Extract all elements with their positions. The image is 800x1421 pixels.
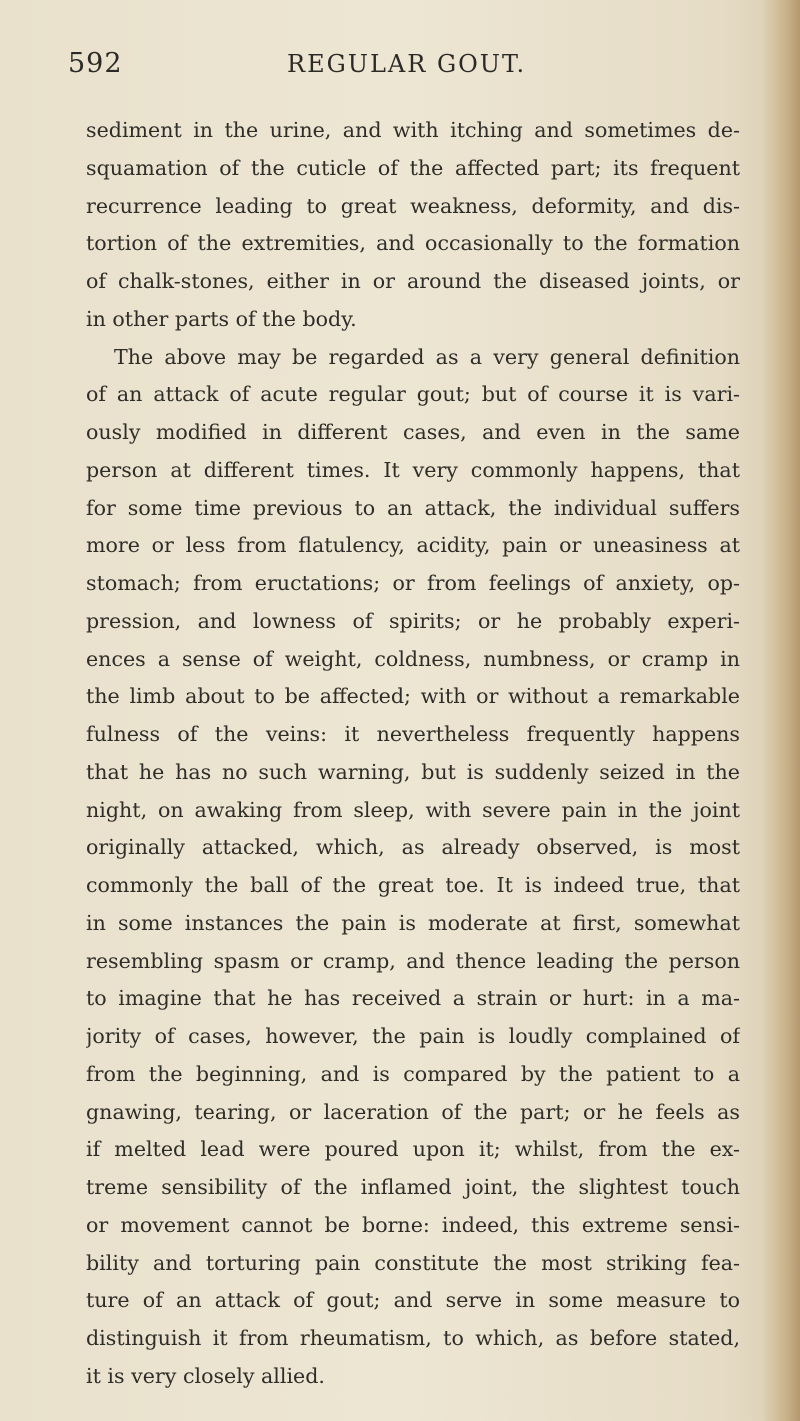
text-line: pression, and lowness of spirits; or he probably experi- — [86, 608, 740, 633]
page-edge-shading — [762, 0, 800, 1421]
text-line: stomach; from eructations; or from feelings of anxiety, op- — [86, 571, 740, 595]
text-line: commonly the ball of the great toe. It is indeed true, that — [86, 873, 740, 897]
text-line: gnawing, tearing, or laceration of the part; or he feels as — [86, 1099, 740, 1124]
text-line: more or less from flatulency, acidity, pain or uneasiness at — [86, 533, 740, 558]
body-text — [86, 112, 740, 1396]
text-line: fulness of the veins: it nevertheless frequently happens — [86, 722, 740, 746]
text-line: of an attack of acute regular gout; but of course it is vari- — [86, 382, 740, 407]
text-line: originally attacked, which, as already observed, is most — [86, 835, 740, 860]
text-line: that he has no such warning, but is suddenly seized in the — [86, 759, 740, 784]
text-line: distinguish it from rheumatism, to which, as before stated, — [86, 1326, 740, 1350]
text-line: recurrence leading to great weakness, deformity, and dis- — [86, 193, 740, 218]
text-line: treme sensibility of the inflamed joint, the slightest touch — [86, 1175, 740, 1199]
text-line: squamation of the cuticle of the affected part; its frequent — [86, 155, 740, 180]
text-line: resembling spasm or cramp, and thence leading the person — [86, 948, 740, 973]
text-line: it is very closely allied. — [86, 1363, 325, 1388]
text-line: for some time previous to an attack, the individual suffers — [86, 495, 740, 520]
text-line: jority of cases, however, the pain is loudly complained of — [86, 1024, 740, 1048]
text-line: ture of an attack of gout; and serve in some measure to — [86, 1288, 740, 1313]
text-line: sediment in the urine, and with itching and sometimes de- — [86, 118, 740, 142]
text-line: if melted lead were poured upon it; whilst, from the ex- — [86, 1137, 740, 1162]
text-line: The above may be regarded as a very general definition — [114, 344, 740, 369]
text-line: the limb about to be affected; with or without a remarkable — [86, 684, 740, 709]
text-line: tortion of the extremities, and occasionally to the formation — [86, 231, 740, 256]
text-line: person at different times. It very commonly happens, that — [86, 457, 740, 482]
text-line: ences a sense of weight, coldness, numbness, or cramp in — [86, 646, 740, 671]
text-line: ously modified in different cases, and even in the same — [86, 420, 740, 444]
text-line: to imagine that he has received a strain or hurt: in a ma- — [86, 986, 740, 1011]
text-line: bility and torturing pain constitute the most striking fea- — [86, 1250, 740, 1275]
page-header — [68, 48, 708, 88]
text-line: of chalk-stones, either in or around the diseased joints, or — [86, 269, 740, 293]
page-number: 592 — [68, 48, 123, 79]
running-head: REGULAR GOUT. — [287, 50, 527, 78]
text-line: from the beginning, and is compared by the patient to a — [86, 1061, 740, 1086]
text-line: night, on awaking from sleep, with severe pain in the joint — [86, 797, 740, 822]
text-line: in other parts of the body. — [86, 306, 357, 331]
text-line: or movement cannot be borne: indeed, this extreme sensi- — [86, 1212, 740, 1237]
text-line: in some instances the pain is moderate at first, somewhat — [86, 910, 740, 935]
